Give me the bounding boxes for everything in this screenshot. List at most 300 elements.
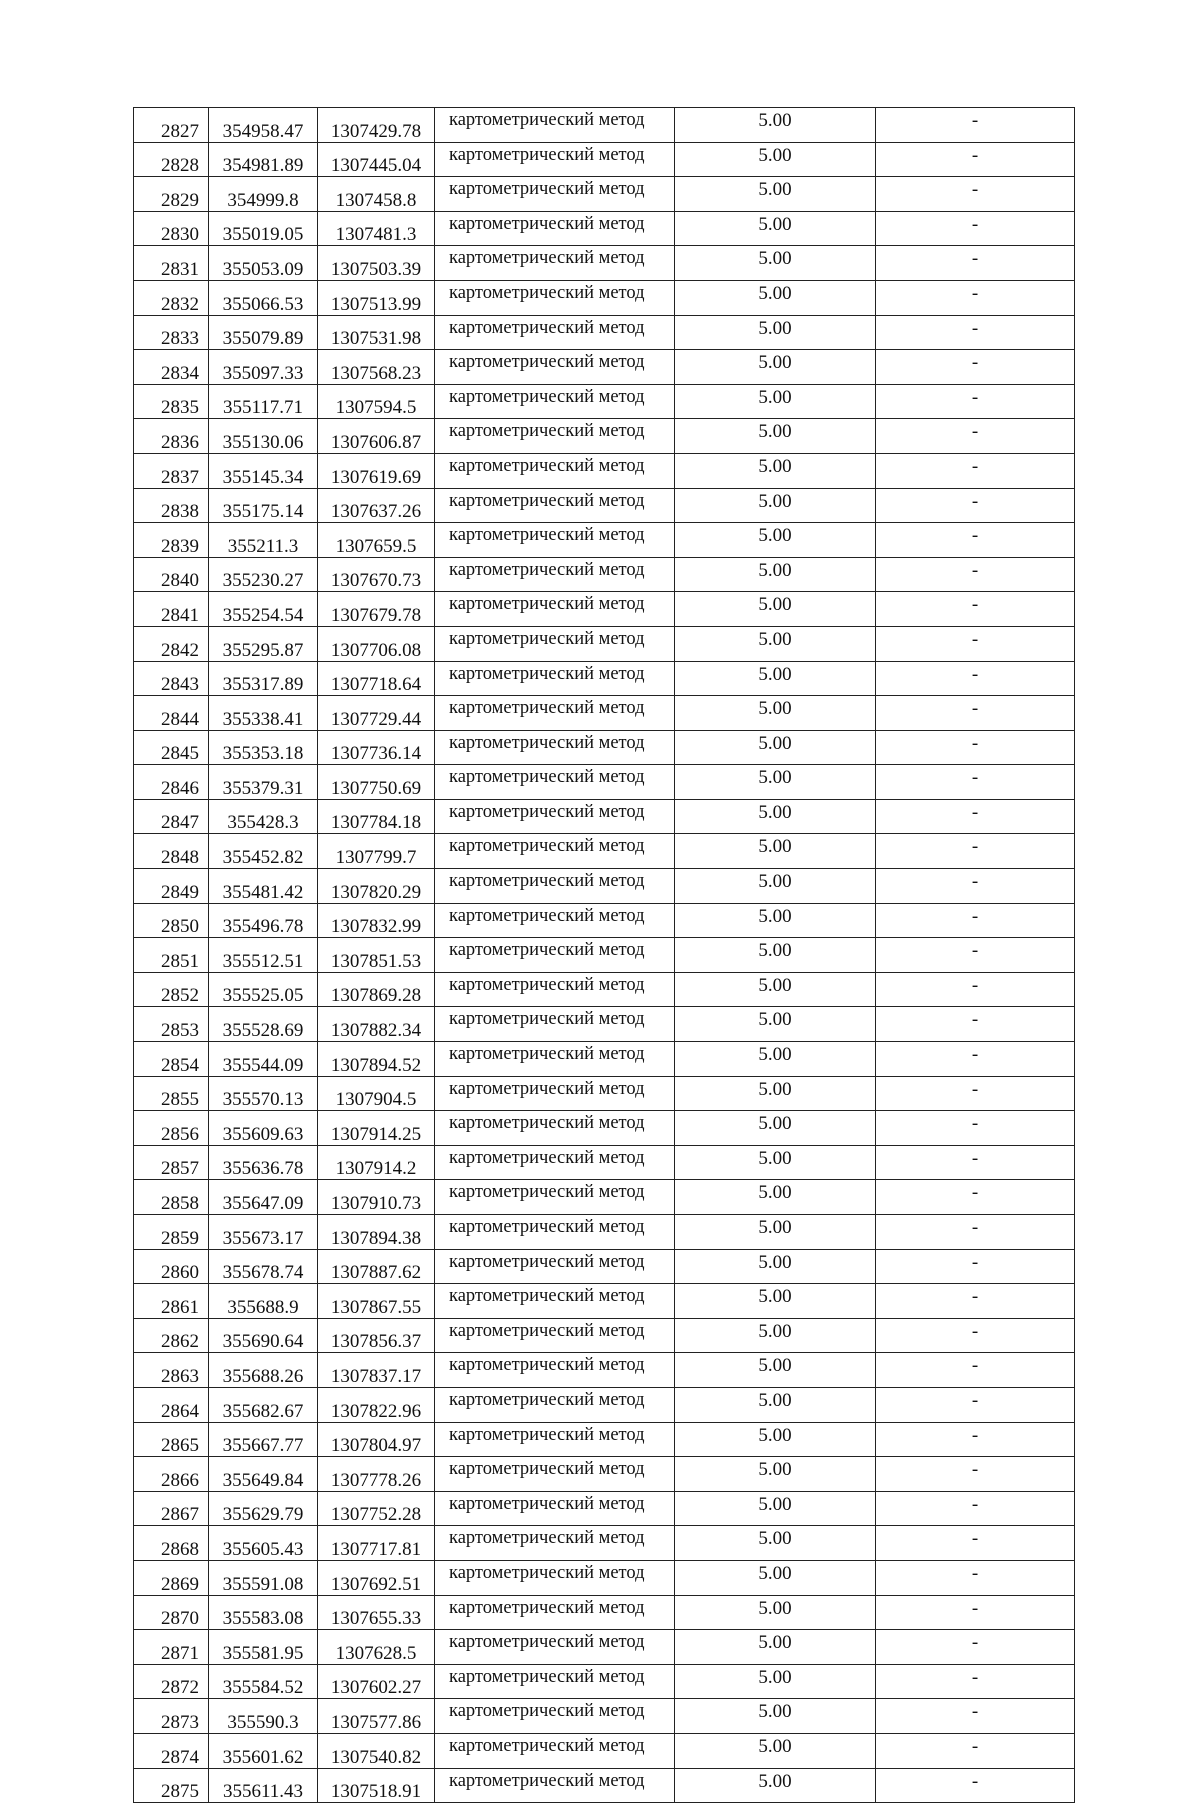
point-number-cell: 2855 (134, 1076, 209, 1111)
method-cell: картометрический метод (435, 1284, 675, 1319)
table-row (134, 1526, 1075, 1561)
method-cell: картометрический метод (435, 419, 675, 454)
method-cell: картометрический метод (435, 1180, 675, 1215)
accuracy-cell: 5.00 (675, 419, 876, 454)
x-coordinate-cell: 355481.42 (209, 869, 318, 904)
method-cell: картометрический метод (435, 903, 675, 938)
description-cell: - (876, 1249, 1075, 1284)
accuracy-cell: 5.00 (675, 488, 876, 523)
x-coordinate-cell: 355317.89 (209, 661, 318, 696)
x-coordinate-cell: 355079.89 (209, 315, 318, 350)
x-coordinate-cell: 354981.89 (209, 142, 318, 177)
point-number-cell: 2850 (134, 903, 209, 938)
y-coordinate-cell: 1307594.5 (318, 384, 435, 419)
accuracy-cell: 5.00 (675, 280, 876, 315)
point-number-cell: 2827 (134, 108, 209, 143)
table-row (134, 661, 1075, 696)
description-cell: - (876, 1526, 1075, 1561)
x-coordinate-cell: 355647.09 (209, 1180, 318, 1215)
y-coordinate-cell: 1307856.37 (318, 1318, 435, 1353)
y-coordinate-cell: 1307540.82 (318, 1733, 435, 1768)
y-coordinate-cell: 1307659.5 (318, 523, 435, 558)
y-coordinate-cell: 1307784.18 (318, 799, 435, 834)
method-cell: картометрический метод (435, 142, 675, 177)
y-coordinate-cell: 1307670.73 (318, 557, 435, 592)
description-cell: - (876, 1180, 1075, 1215)
method-cell: картометрический метод (435, 1318, 675, 1353)
x-coordinate-cell: 355601.62 (209, 1733, 318, 1768)
method-cell: картометрический метод (435, 661, 675, 696)
description-cell: - (876, 1733, 1075, 1768)
x-coordinate-cell: 355609.63 (209, 1111, 318, 1146)
point-number-cell: 2837 (134, 453, 209, 488)
y-coordinate-cell: 1307513.99 (318, 280, 435, 315)
x-coordinate-cell: 355175.14 (209, 488, 318, 523)
method-cell: картометрический метод (435, 1595, 675, 1630)
point-number-cell: 2862 (134, 1318, 209, 1353)
accuracy-cell: 5.00 (675, 108, 876, 143)
point-number-cell: 2859 (134, 1215, 209, 1250)
point-number-cell: 2849 (134, 869, 209, 904)
point-number-cell: 2864 (134, 1387, 209, 1422)
x-coordinate-cell: 355338.41 (209, 696, 318, 731)
point-number-cell: 2840 (134, 557, 209, 592)
table-row (134, 1733, 1075, 1768)
x-coordinate-cell: 355117.71 (209, 384, 318, 419)
point-number-cell: 2844 (134, 696, 209, 731)
y-coordinate-cell: 1307458.8 (318, 177, 435, 212)
x-coordinate-cell: 355097.33 (209, 350, 318, 385)
description-cell: - (876, 1560, 1075, 1595)
accuracy-cell: 5.00 (675, 1733, 876, 1768)
y-coordinate-cell: 1307736.14 (318, 730, 435, 765)
method-cell: картометрический метод (435, 799, 675, 834)
table-row (134, 1318, 1075, 1353)
y-coordinate-cell: 1307577.86 (318, 1699, 435, 1734)
point-number-cell: 2836 (134, 419, 209, 454)
table-row (134, 1007, 1075, 1042)
point-number-cell: 2839 (134, 523, 209, 558)
method-cell: картометрический метод (435, 834, 675, 869)
x-coordinate-cell: 355688.26 (209, 1353, 318, 1388)
accuracy-cell: 5.00 (675, 1560, 876, 1595)
description-cell: - (876, 938, 1075, 973)
method-cell: картометрический метод (435, 1768, 675, 1803)
table-row (134, 488, 1075, 523)
table-row (134, 384, 1075, 419)
table-row (134, 1595, 1075, 1630)
point-number-cell: 2852 (134, 972, 209, 1007)
accuracy-cell: 5.00 (675, 1353, 876, 1388)
description-cell: - (876, 1284, 1075, 1319)
point-number-cell: 2831 (134, 246, 209, 281)
point-number-cell: 2872 (134, 1664, 209, 1699)
y-coordinate-cell: 1307832.99 (318, 903, 435, 938)
accuracy-cell: 5.00 (675, 592, 876, 627)
description-cell: - (876, 592, 1075, 627)
accuracy-cell: 5.00 (675, 557, 876, 592)
table-row (134, 696, 1075, 731)
point-number-cell: 2833 (134, 315, 209, 350)
table-row (134, 1180, 1075, 1215)
description-cell: - (876, 557, 1075, 592)
y-coordinate-cell: 1307837.17 (318, 1353, 435, 1388)
method-cell: картометрический метод (435, 765, 675, 800)
method-cell: картометрический метод (435, 350, 675, 385)
y-coordinate-cell: 1307752.28 (318, 1491, 435, 1526)
y-coordinate-cell: 1307531.98 (318, 315, 435, 350)
table-row (134, 315, 1075, 350)
method-cell: картометрический метод (435, 1733, 675, 1768)
table-row (134, 350, 1075, 385)
description-cell: - (876, 696, 1075, 731)
description-cell: - (876, 523, 1075, 558)
y-coordinate-cell: 1307717.81 (318, 1526, 435, 1561)
point-number-cell: 2828 (134, 142, 209, 177)
description-cell: - (876, 1699, 1075, 1734)
point-number-cell: 2873 (134, 1699, 209, 1734)
table-row (134, 108, 1075, 143)
y-coordinate-cell: 1307518.91 (318, 1768, 435, 1803)
y-coordinate-cell: 1307894.52 (318, 1042, 435, 1077)
x-coordinate-cell: 355590.3 (209, 1699, 318, 1734)
y-coordinate-cell: 1307914.2 (318, 1145, 435, 1180)
accuracy-cell: 5.00 (675, 661, 876, 696)
point-number-cell: 2868 (134, 1526, 209, 1561)
accuracy-cell: 5.00 (675, 1284, 876, 1319)
accuracy-cell: 5.00 (675, 834, 876, 869)
description-cell: - (876, 1215, 1075, 1250)
description-cell: - (876, 730, 1075, 765)
x-coordinate-cell: 355452.82 (209, 834, 318, 869)
x-coordinate-cell: 355611.43 (209, 1768, 318, 1803)
point-number-cell: 2871 (134, 1630, 209, 1665)
description-cell: - (876, 869, 1075, 904)
table-row (134, 177, 1075, 212)
x-coordinate-cell: 355591.08 (209, 1560, 318, 1595)
y-coordinate-cell: 1307429.78 (318, 108, 435, 143)
table-row (134, 1422, 1075, 1457)
y-coordinate-cell: 1307655.33 (318, 1595, 435, 1630)
x-coordinate-cell: 355667.77 (209, 1422, 318, 1457)
table-row (134, 1145, 1075, 1180)
description-cell: - (876, 626, 1075, 661)
description-cell: - (876, 1145, 1075, 1180)
y-coordinate-cell: 1307628.5 (318, 1630, 435, 1665)
method-cell: картометрический метод (435, 1422, 675, 1457)
description-cell: - (876, 142, 1075, 177)
accuracy-cell: 5.00 (675, 972, 876, 1007)
point-number-cell: 2861 (134, 1284, 209, 1319)
method-cell: картометрический метод (435, 1664, 675, 1699)
accuracy-cell: 5.00 (675, 1042, 876, 1077)
description-cell: - (876, 211, 1075, 246)
table-row (134, 419, 1075, 454)
y-coordinate-cell: 1307503.39 (318, 246, 435, 281)
description-cell: - (876, 1318, 1075, 1353)
description-cell: - (876, 765, 1075, 800)
method-cell: картометрический метод (435, 1042, 675, 1077)
x-coordinate-cell: 355379.31 (209, 765, 318, 800)
x-coordinate-cell: 355583.08 (209, 1595, 318, 1630)
y-coordinate-cell: 1307750.69 (318, 765, 435, 800)
table-row (134, 1042, 1075, 1077)
y-coordinate-cell: 1307914.25 (318, 1111, 435, 1146)
method-cell: картометрический метод (435, 696, 675, 731)
description-cell: - (876, 1076, 1075, 1111)
table-row (134, 1664, 1075, 1699)
method-cell: картометрический метод (435, 1630, 675, 1665)
point-number-cell: 2832 (134, 280, 209, 315)
table-row (134, 799, 1075, 834)
point-number-cell: 2874 (134, 1733, 209, 1768)
y-coordinate-cell: 1307867.55 (318, 1284, 435, 1319)
x-coordinate-cell: 355649.84 (209, 1457, 318, 1492)
accuracy-cell: 5.00 (675, 730, 876, 765)
accuracy-cell: 5.00 (675, 453, 876, 488)
accuracy-cell: 5.00 (675, 1457, 876, 1492)
y-coordinate-cell: 1307778.26 (318, 1457, 435, 1492)
description-cell: - (876, 177, 1075, 212)
method-cell: картометрический метод (435, 938, 675, 973)
method-cell: картометрический метод (435, 1560, 675, 1595)
table-body (134, 108, 1075, 1803)
description-cell: - (876, 1387, 1075, 1422)
point-number-cell: 2842 (134, 626, 209, 661)
method-cell: картометрический метод (435, 1353, 675, 1388)
table-row (134, 211, 1075, 246)
table-row (134, 1768, 1075, 1803)
table-row (134, 972, 1075, 1007)
x-coordinate-cell: 355254.54 (209, 592, 318, 627)
description-cell: - (876, 488, 1075, 523)
accuracy-cell: 5.00 (675, 903, 876, 938)
point-number-cell: 2865 (134, 1422, 209, 1457)
table-row (134, 1111, 1075, 1146)
point-number-cell: 2848 (134, 834, 209, 869)
method-cell: картометрический метод (435, 1387, 675, 1422)
y-coordinate-cell: 1307894.38 (318, 1215, 435, 1250)
method-cell: картометрический метод (435, 1457, 675, 1492)
point-number-cell: 2829 (134, 177, 209, 212)
x-coordinate-cell: 355584.52 (209, 1664, 318, 1699)
table-row (134, 1630, 1075, 1665)
x-coordinate-cell: 355230.27 (209, 557, 318, 592)
accuracy-cell: 5.00 (675, 384, 876, 419)
accuracy-cell: 5.00 (675, 1595, 876, 1630)
table-row (134, 1353, 1075, 1388)
accuracy-cell: 5.00 (675, 1491, 876, 1526)
x-coordinate-cell: 355145.34 (209, 453, 318, 488)
coordinates-table (133, 107, 1075, 1803)
point-number-cell: 2863 (134, 1353, 209, 1388)
y-coordinate-cell: 1307706.08 (318, 626, 435, 661)
method-cell: картометрический метод (435, 523, 675, 558)
accuracy-cell: 5.00 (675, 350, 876, 385)
x-coordinate-cell: 355528.69 (209, 1007, 318, 1042)
table-row (134, 453, 1075, 488)
table-row (134, 592, 1075, 627)
y-coordinate-cell: 1307445.04 (318, 142, 435, 177)
y-coordinate-cell: 1307882.34 (318, 1007, 435, 1042)
accuracy-cell: 5.00 (675, 1145, 876, 1180)
table-row (134, 142, 1075, 177)
y-coordinate-cell: 1307606.87 (318, 419, 435, 454)
x-coordinate-cell: 354958.47 (209, 108, 318, 143)
method-cell: картометрический метод (435, 1249, 675, 1284)
method-cell: картометрический метод (435, 246, 675, 281)
accuracy-cell: 5.00 (675, 869, 876, 904)
accuracy-cell: 5.00 (675, 938, 876, 973)
description-cell: - (876, 972, 1075, 1007)
table-row (134, 1284, 1075, 1319)
accuracy-cell: 5.00 (675, 1180, 876, 1215)
accuracy-cell: 5.00 (675, 1387, 876, 1422)
description-cell: - (876, 108, 1075, 143)
x-coordinate-cell: 355496.78 (209, 903, 318, 938)
accuracy-cell: 5.00 (675, 1664, 876, 1699)
description-cell: - (876, 1422, 1075, 1457)
description-cell: - (876, 1630, 1075, 1665)
method-cell: картометрический метод (435, 557, 675, 592)
point-number-cell: 2845 (134, 730, 209, 765)
x-coordinate-cell: 355211.3 (209, 523, 318, 558)
description-cell: - (876, 1111, 1075, 1146)
point-number-cell: 2838 (134, 488, 209, 523)
method-cell: картометрический метод (435, 1007, 675, 1042)
accuracy-cell: 5.00 (675, 1007, 876, 1042)
y-coordinate-cell: 1307822.96 (318, 1387, 435, 1422)
x-coordinate-cell: 355636.78 (209, 1145, 318, 1180)
description-cell: - (876, 903, 1075, 938)
method-cell: картометрический метод (435, 1145, 675, 1180)
description-cell: - (876, 1457, 1075, 1492)
description-cell: - (876, 799, 1075, 834)
y-coordinate-cell: 1307887.62 (318, 1249, 435, 1284)
description-cell: - (876, 384, 1075, 419)
x-coordinate-cell: 355066.53 (209, 280, 318, 315)
table-row (134, 903, 1075, 938)
accuracy-cell: 5.00 (675, 1699, 876, 1734)
description-cell: - (876, 1353, 1075, 1388)
x-coordinate-cell: 355581.95 (209, 1630, 318, 1665)
method-cell: картометрический метод (435, 453, 675, 488)
x-coordinate-cell: 355629.79 (209, 1491, 318, 1526)
x-coordinate-cell: 355605.43 (209, 1526, 318, 1561)
description-cell: - (876, 315, 1075, 350)
point-number-cell: 2869 (134, 1560, 209, 1595)
accuracy-cell: 5.00 (675, 1215, 876, 1250)
method-cell: картометрический метод (435, 1699, 675, 1734)
y-coordinate-cell: 1307729.44 (318, 696, 435, 731)
method-cell: картометрический метод (435, 1111, 675, 1146)
method-cell: картометрический метод (435, 384, 675, 419)
x-coordinate-cell: 355690.64 (209, 1318, 318, 1353)
y-coordinate-cell: 1307869.28 (318, 972, 435, 1007)
method-cell: картометрический метод (435, 869, 675, 904)
accuracy-cell: 5.00 (675, 1422, 876, 1457)
description-cell: - (876, 1491, 1075, 1526)
description-cell: - (876, 661, 1075, 696)
table-row (134, 1699, 1075, 1734)
point-number-cell: 2853 (134, 1007, 209, 1042)
point-number-cell: 2860 (134, 1249, 209, 1284)
accuracy-cell: 5.00 (675, 177, 876, 212)
table-row (134, 938, 1075, 973)
accuracy-cell: 5.00 (675, 246, 876, 281)
point-number-cell: 2830 (134, 211, 209, 246)
description-cell: - (876, 453, 1075, 488)
table-row (134, 1491, 1075, 1526)
accuracy-cell: 5.00 (675, 799, 876, 834)
description-cell: - (876, 350, 1075, 385)
x-coordinate-cell: 355130.06 (209, 419, 318, 454)
y-coordinate-cell: 1307910.73 (318, 1180, 435, 1215)
description-cell: - (876, 246, 1075, 281)
method-cell: картометрический метод (435, 1491, 675, 1526)
table-row (134, 280, 1075, 315)
y-coordinate-cell: 1307692.51 (318, 1560, 435, 1595)
description-cell: - (876, 1595, 1075, 1630)
x-coordinate-cell: 355570.13 (209, 1076, 318, 1111)
table-row (134, 1215, 1075, 1250)
method-cell: картометрический метод (435, 592, 675, 627)
x-coordinate-cell: 355525.05 (209, 972, 318, 1007)
method-cell: картометрический метод (435, 1526, 675, 1561)
x-coordinate-cell: 355428.3 (209, 799, 318, 834)
accuracy-cell: 5.00 (675, 1768, 876, 1803)
table-row (134, 1387, 1075, 1422)
table-row (134, 523, 1075, 558)
method-cell: картометрический метод (435, 1076, 675, 1111)
y-coordinate-cell: 1307568.23 (318, 350, 435, 385)
description-cell: - (876, 1768, 1075, 1803)
accuracy-cell: 5.00 (675, 1076, 876, 1111)
point-number-cell: 2857 (134, 1145, 209, 1180)
point-number-cell: 2867 (134, 1491, 209, 1526)
accuracy-cell: 5.00 (675, 211, 876, 246)
point-number-cell: 2843 (134, 661, 209, 696)
table-row (134, 1560, 1075, 1595)
method-cell: картометрический метод (435, 177, 675, 212)
point-number-cell: 2866 (134, 1457, 209, 1492)
table-row (134, 557, 1075, 592)
table-row (134, 834, 1075, 869)
description-cell: - (876, 280, 1075, 315)
point-number-cell: 2870 (134, 1595, 209, 1630)
y-coordinate-cell: 1307619.69 (318, 453, 435, 488)
accuracy-cell: 5.00 (675, 765, 876, 800)
accuracy-cell: 5.00 (675, 1318, 876, 1353)
method-cell: картометрический метод (435, 1215, 675, 1250)
point-number-cell: 2834 (134, 350, 209, 385)
x-coordinate-cell: 354999.8 (209, 177, 318, 212)
point-number-cell: 2846 (134, 765, 209, 800)
y-coordinate-cell: 1307637.26 (318, 488, 435, 523)
y-coordinate-cell: 1307904.5 (318, 1076, 435, 1111)
y-coordinate-cell: 1307718.64 (318, 661, 435, 696)
accuracy-cell: 5.00 (675, 523, 876, 558)
x-coordinate-cell: 355682.67 (209, 1387, 318, 1422)
point-number-cell: 2856 (134, 1111, 209, 1146)
table-row (134, 1076, 1075, 1111)
y-coordinate-cell: 1307804.97 (318, 1422, 435, 1457)
point-number-cell: 2875 (134, 1768, 209, 1803)
y-coordinate-cell: 1307481.3 (318, 211, 435, 246)
accuracy-cell: 5.00 (675, 1111, 876, 1146)
y-coordinate-cell: 1307820.29 (318, 869, 435, 904)
method-cell: картометрический метод (435, 211, 675, 246)
